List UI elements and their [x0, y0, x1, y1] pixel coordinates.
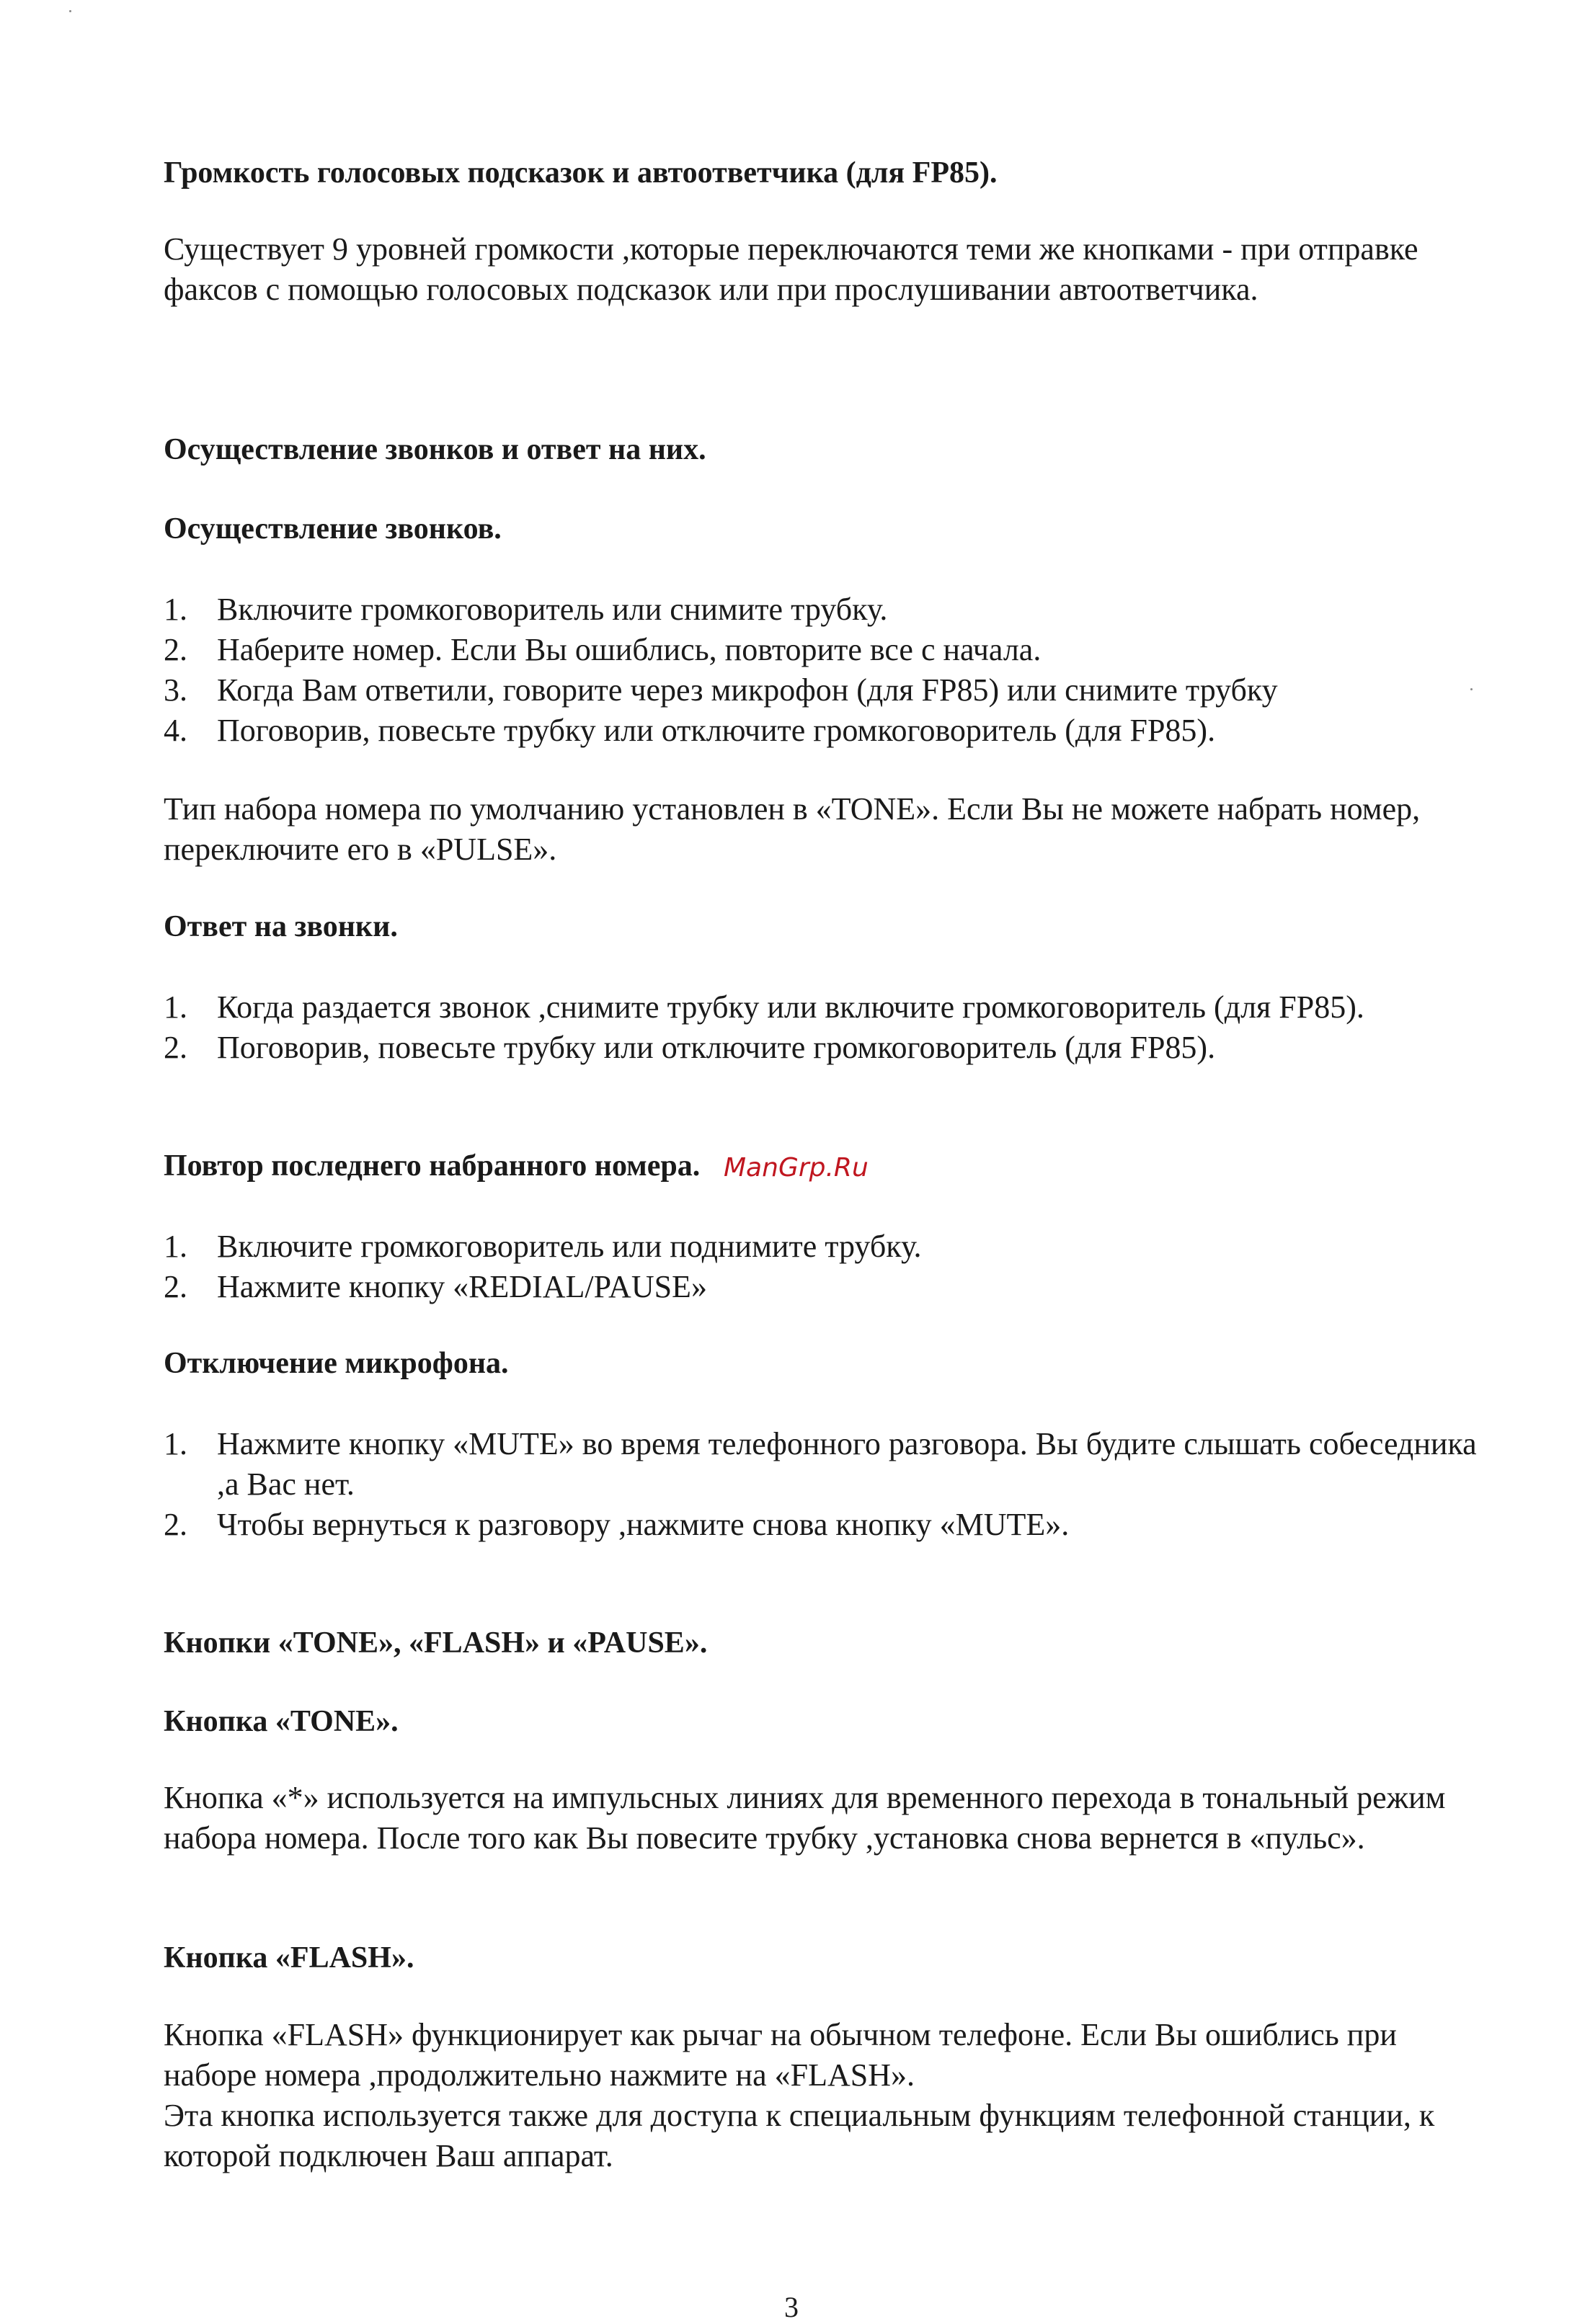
flash-button-text [164, 2015, 1483, 2176]
paragraph: Существует 9 уровней громкости ,которые переключаются теми же кнопками - при отправке факсов с помощью голосовых подсказок или при прослушивании автоответчика. [164, 231, 1418, 307]
paragraph: Тип набора номера по умолчанию установлен в «TONE». Если Вы не можете набрать номер, переключите его в «PULSE». [164, 791, 1421, 867]
dial-mode-note [164, 789, 1483, 870]
list-item: 4. Поговорив, повесьте трубку или отключите громкоговоритель (для FP85). [164, 713, 1216, 748]
list-item: 1. Когда раздается звонок ,снимите трубку или включите громкоговоритель (для FP85). [164, 989, 1364, 1025]
section-heading: Повтор последнего набранного номера. [164, 1149, 701, 1183]
section-mute [164, 1346, 1483, 1381]
section-heading: Кнопка «FLASH». [164, 1941, 414, 1974]
section-heading: Осуществление звонков и ответ на них. [164, 433, 706, 466]
paragraph: Кнопка «*» используется на импульсных линиях для временного перехода в тональный режим набора номера. После того как Вы повесите трубку ,установка снова вернется в «пульс». [164, 1780, 1446, 1856]
section-making-calls [164, 512, 1483, 546]
section-answering [164, 909, 1483, 944]
list-item: 3. Когда Вам ответили, говорите через микрофон (для FP85) или снимите трубку [164, 672, 1278, 708]
watermark: ManGrp.Ru [724, 1153, 869, 1183]
tone-button-text [164, 1778, 1483, 1858]
list-item: 2. Нажмите кнопку «REDIAL/PAUSE» [164, 1269, 707, 1304]
section-heading: Кнопка «TONE». [164, 1705, 399, 1738]
scan-speck [69, 10, 71, 12]
list-item: 1. Включите громкоговоритель или поднимите трубку. [164, 1229, 922, 1264]
paragraph: Кнопка «FLASH» функционирует как рычаг на обычном телефоне. Если Вы ошиблись при наборе номера ,продолжительно нажмите на «FLASH». [164, 2017, 1397, 2093]
list-item: 1. Включите громкоговоритель или снимите трубку. [164, 592, 888, 627]
making-calls-list [164, 589, 1483, 751]
section-heading: Отключение микрофона. [164, 1347, 509, 1380]
list-item: 1. Нажмите кнопку «MUTE» во время телефонного разговора. Вы будите слышать собеседника ,а Вас нет. [164, 1426, 1477, 1502]
paragraph: Эта кнопка используется также для доступа к специальным функциям телефонной станции, к которой подключен Ваш аппарат. [164, 2098, 1435, 2173]
section-voice-volume [164, 156, 1483, 190]
section-heading: Ответ на звонки. [164, 910, 398, 943]
page-number: 3 [784, 2291, 799, 2323]
answering-list [164, 987, 1483, 1068]
section-heading: Кнопки «TONE», «FLASH» и «PAUSE». [164, 1626, 708, 1660]
section-buttons [164, 1626, 1483, 1660]
list-item: 2. Чтобы вернуться к разговору ,нажмите снова кнопку «MUTE». [164, 1507, 1070, 1542]
list-item: 2. Поговорив, повесьте трубку или отключите громкоговоритель (для FP85). [164, 1030, 1216, 1065]
section-flash-button [164, 1941, 1483, 1975]
list-item: 2. Наберите номер. Если Вы ошиблись, повторите все с начала. [164, 632, 1042, 667]
section-voice-volume-text [164, 229, 1483, 310]
section-tone-button [164, 1704, 1483, 1739]
redial-list [164, 1226, 1483, 1307]
section-calls [164, 432, 1483, 467]
mute-list [164, 1424, 1483, 1545]
section-heading: Громкость голосовых подсказок и автоответчика (для FP85). [164, 156, 998, 190]
section-heading: Осуществление звонков. [164, 512, 502, 546]
